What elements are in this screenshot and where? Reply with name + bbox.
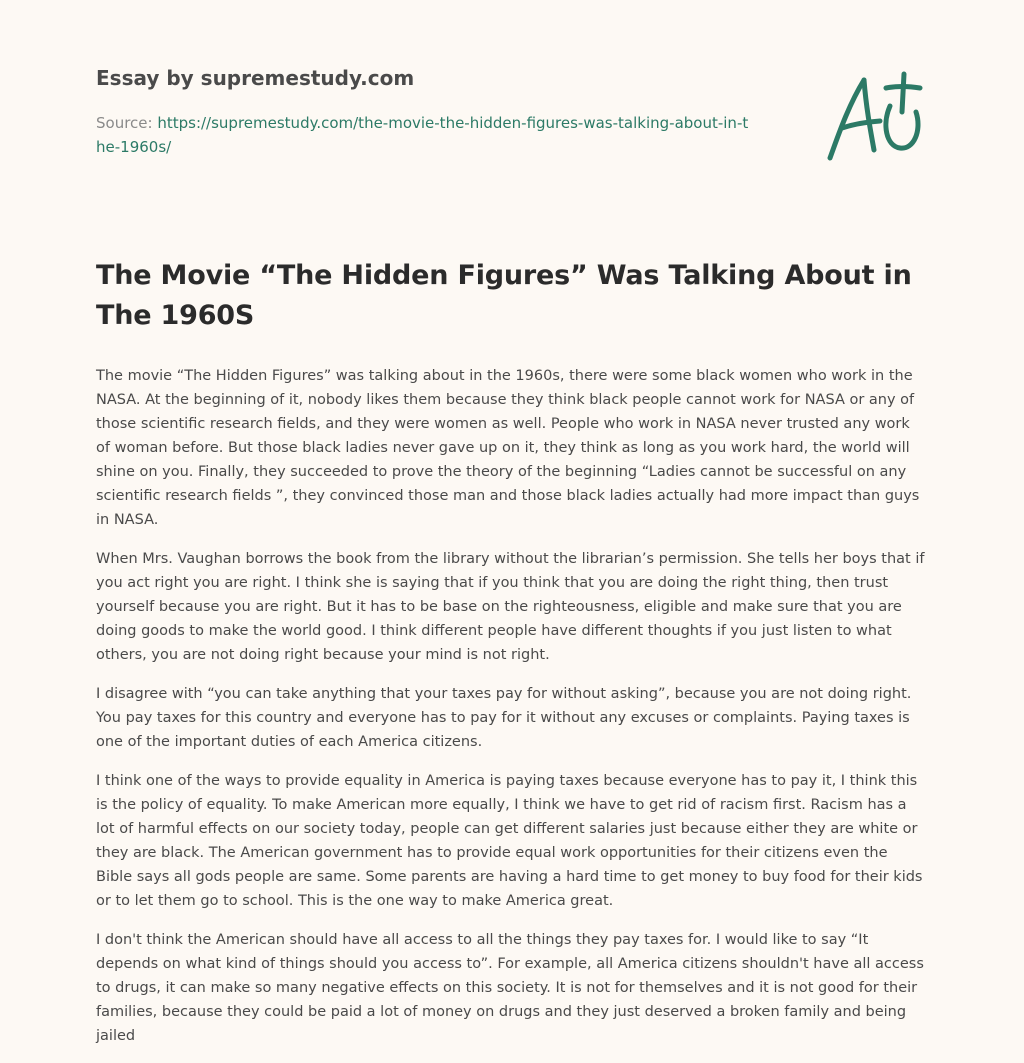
essay-title: The Movie “The Hidden Figures” Was Talking About in The 1960S: [96, 260, 912, 331]
source-link[interactable]: https://supremestudy.com/the-movie-the-hidden-figures-was-talking-about-in-the-1960s/: [96, 114, 749, 156]
essay-paragraph: When Mrs. Vaughan borrows the book from the library without the librarian’s permission. She tells her boys that if you act right you are right. I think she is saying that if you think that you are doing the right thing, then trust yourself because you are right. But it has to be base on the righteousness, eligible and make sure that you are doing goods to make the world good. I think different people have different thoughts if you just listen to what others, you are not doing right because your mind is not right.: [96, 551, 925, 663]
essay-body: [96, 256, 928, 1063]
essay-paragraph: I disagree with “you can take anything that your taxes pay for without asking”, because you are not doing right. You pay taxes for this country and everyone has to pay for it without any excuses or complaints. Paying taxes is one of the important duties of each America citizens.: [96, 686, 912, 750]
source-line: [96, 111, 756, 159]
page-header: [96, 64, 796, 159]
essay-paragraph: I think one of the ways to provide equality in America is paying taxes because everyone has to pay it, I think this is the policy of equality. To make American more equally, I think we have to get rid of racism first. Racism has a lot of harmful effects on our society today, people can get different salaries just because either they are white or they are black. The American government has to provide equal work opportunities for their citizens even the Bible says all gods people are same. Some parents are having a hard time to get money to buy food for their kids or to let them go to school. This is the one way to make America great.: [96, 773, 923, 909]
essay-paragraph: The movie “The Hidden Figures” was talking about in the 1960s, there were some black women who work in the NASA. At the beginning of it, nobody likes them because they think black people cannot work for NASA or any of those scientific research fields, and they were women as well. People who work in NASA never trusted any work of woman before. But those black ladies never gave up on it, they think as long as you work hard, the world will shine on you. Finally, they succeeded to prove the theory of the beginning “Ladies cannot be successful on any scientific research fields ”, they convinced those man and those black ladies actually had more impact than guys in NASA.: [96, 368, 920, 528]
site-title: Essay by supremestudy.com: [96, 66, 415, 90]
source-label: Source:: [96, 114, 158, 132]
a-plus-grade-icon: [820, 66, 930, 166]
essay-paragraph: I don't think the American should have all access to all the things they pay taxes for. I would like to say “It depends on what kind of things should you access to”. For example, all America citizens shouldn't have all access to drugs, it can make so many negative effects on this society. It is not for themselves and it is not good for their families, because they could be paid a lot of money on drugs and they just deserved a broken family and being jailed: [96, 932, 924, 1044]
